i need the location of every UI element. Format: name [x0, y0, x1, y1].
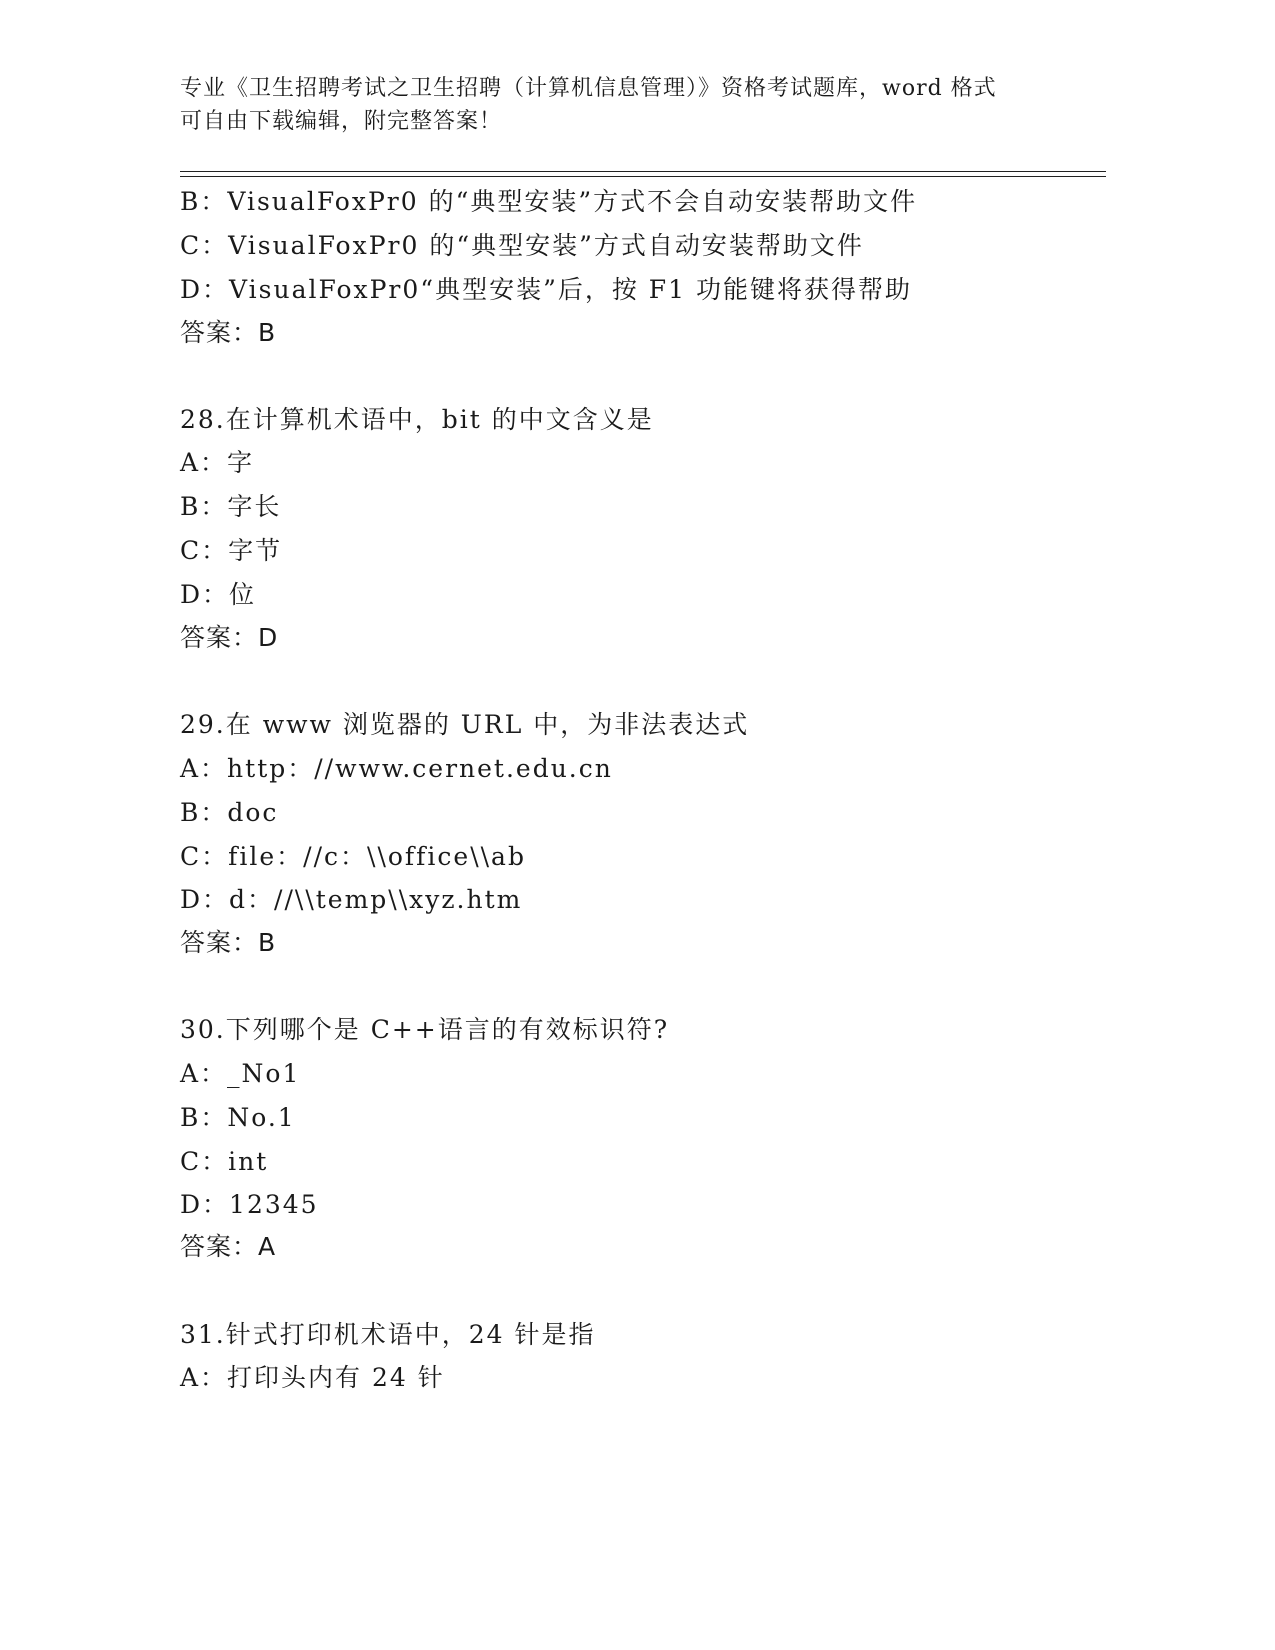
question-30: 30.下列哪个是 C++语言的有效标识符? — [180, 1015, 670, 1044]
q29-option-b: B：doc — [180, 798, 279, 827]
q29-option-d: D：d：//\\temp\\xyz.htm — [180, 885, 523, 914]
option-b: B：VisualFoxPr0 的“典型安装”方式不会自动安装帮助文件 — [180, 187, 918, 216]
q30-option-c: C：int — [180, 1147, 269, 1176]
q30-option-d: D：12345 — [180, 1190, 319, 1219]
question-31: 31.针式打印机术语中，24 针是指 — [180, 1320, 596, 1349]
q30-option-b: B：No.1 — [180, 1103, 296, 1132]
q29-answer: 答案：B — [180, 928, 277, 957]
q28-option-d: D：位 — [180, 580, 257, 609]
question-29: 29.在 www 浏览器的 URL 中，为非法表达式 — [180, 710, 750, 739]
q28-answer: 答案：D — [180, 623, 279, 652]
answer-text: 答案：B — [180, 318, 277, 347]
header-line-1: 专业《卫生招聘考试之卫生招聘（计算机信息管理）》资格考试题库，word 格式 — [180, 76, 997, 101]
document-header — [180, 72, 1050, 138]
header-divider-bottom — [180, 176, 1106, 177]
q28-option-c: C：字节 — [180, 536, 283, 565]
option-c: C：VisualFoxPr0 的“典型安装”方式自动安装帮助文件 — [180, 231, 864, 260]
option-d: D：VisualFoxPr0“典型安装”后，按 F1 功能键将获得帮助 — [180, 275, 913, 304]
q31-option-a: A：打印头内有 24 针 — [180, 1363, 445, 1392]
q29-option-c: C：file：//c：\\office\\ab — [180, 842, 526, 871]
q29-option-a: A：http：//www.cernet.edu.cn — [180, 754, 613, 783]
header-divider-top — [180, 171, 1106, 172]
q30-answer: 答案：A — [180, 1232, 277, 1261]
header-line-2: 可自由下载编辑，附完整答案！ — [180, 109, 503, 134]
q30-option-a: A：_No1 — [180, 1059, 301, 1088]
q28-option-a: A：字 — [180, 448, 255, 477]
q28-option-b: B：字长 — [180, 492, 282, 521]
question-28: 28.在计算机术语中，bit 的中文含义是 — [180, 405, 654, 434]
